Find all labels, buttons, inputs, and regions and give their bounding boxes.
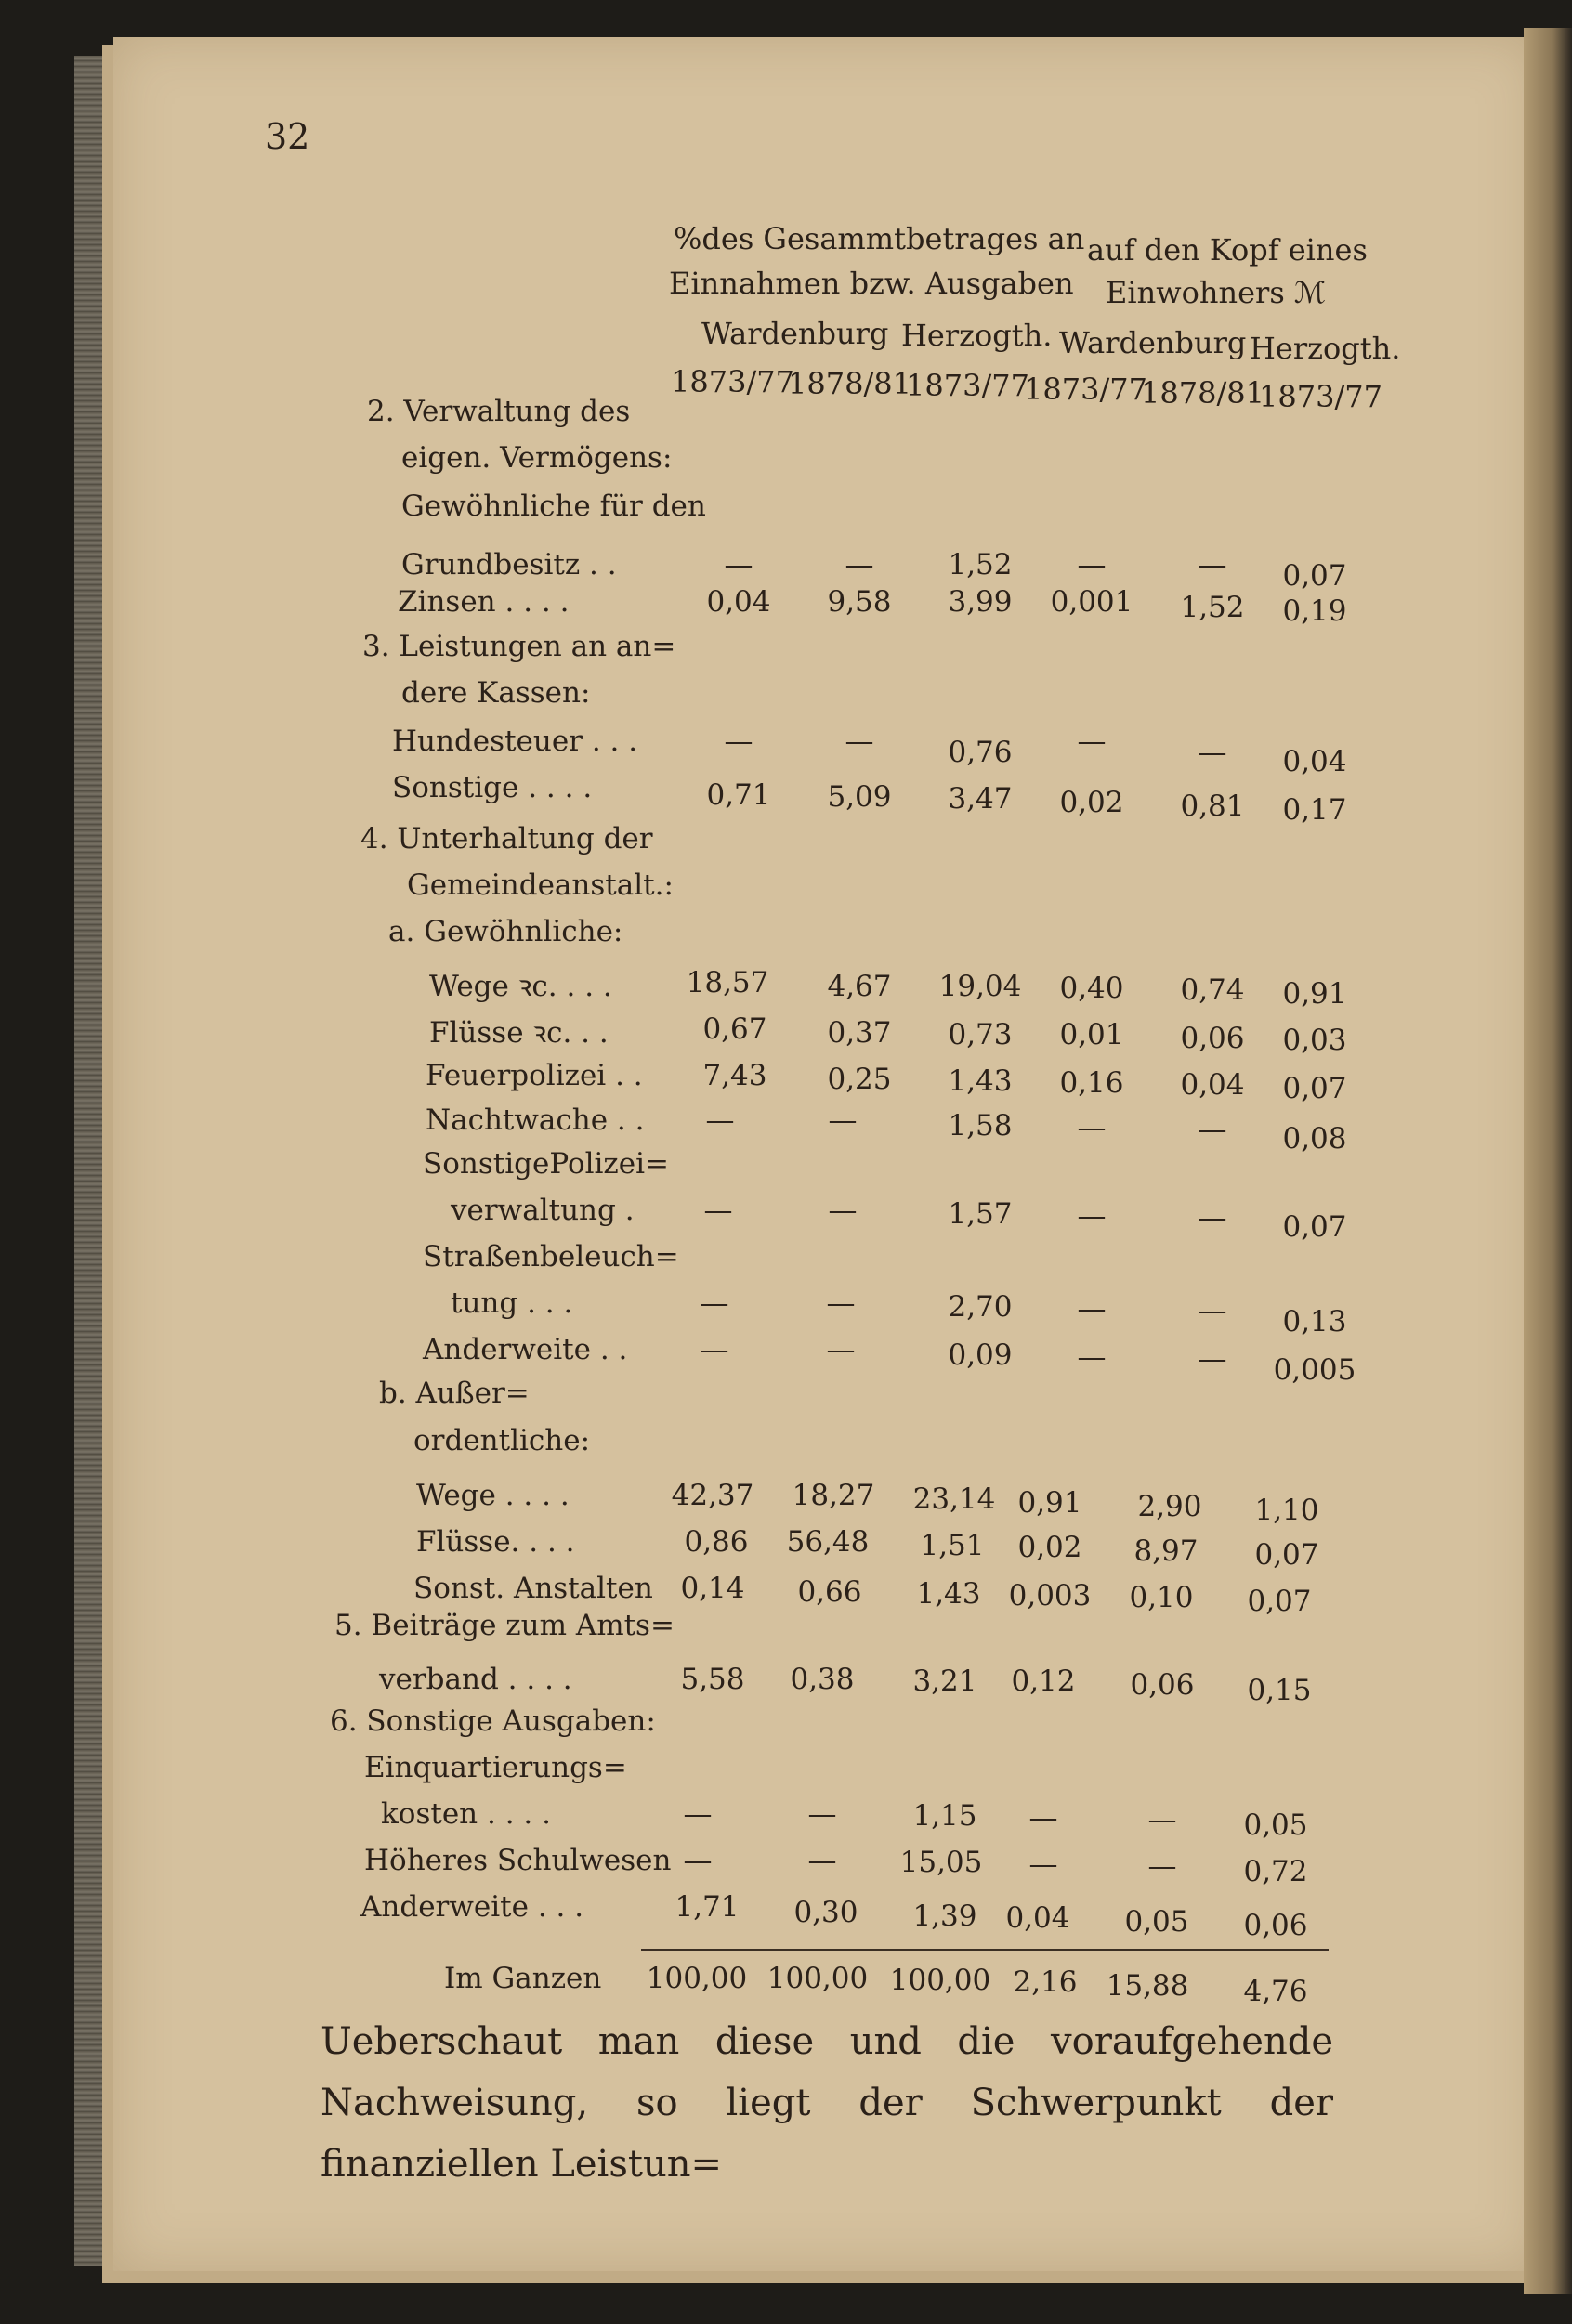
header-wardenburg-1: Wardenburg — [701, 316, 889, 351]
cell-value: 0,02 — [1017, 1531, 1082, 1564]
cell-value: 0,91 — [1282, 977, 1347, 1011]
cell-value: 0,38 — [790, 1663, 855, 1696]
cell-value: 1,43 — [916, 1577, 981, 1611]
cell-value: 0,04 — [706, 585, 771, 619]
section-label: 5. Beiträge zum Amts= — [334, 1609, 675, 1642]
cell-value: 4,67 — [827, 970, 892, 1003]
cell-value: — — [1198, 1113, 1227, 1146]
cell-value: 56,48 — [786, 1525, 870, 1559]
cell-value: 0,06 — [1243, 1909, 1308, 1942]
cell-value: — — [807, 1797, 837, 1831]
cell-value: 18,27 — [792, 1479, 875, 1512]
cell-value: 7,43 — [702, 1059, 767, 1092]
cell-value: 0,01 — [1059, 1018, 1124, 1051]
cell-value: 1,52 — [1180, 591, 1245, 624]
cell-value: 0,08 — [1282, 1122, 1347, 1155]
cell-value: — — [826, 1286, 856, 1320]
cell-value: 0,02 — [1059, 786, 1124, 819]
cell-value: 1,51 — [920, 1529, 985, 1562]
cell-value: — — [1077, 1292, 1107, 1325]
table-row — [0, 771, 1572, 827]
cell-value: 0,14 — [680, 1572, 745, 1605]
header-year: 1873/77 — [671, 364, 794, 399]
header-percent-line1: %des Gesammtbetrages an — [674, 221, 1085, 256]
cell-value: 2,16 — [1013, 1965, 1078, 1999]
cell-value: 0,04 — [1282, 745, 1347, 778]
header-year: 1873/77 — [906, 368, 1029, 403]
header-percent-line2: Einnahmen bzw. Ausgaben — [669, 266, 1074, 301]
section-label: a. Gewöhnliche: — [388, 915, 623, 948]
cell-value: 0,81 — [1180, 790, 1245, 823]
table-row — [0, 1572, 1572, 1618]
cell-value: 1,10 — [1254, 1494, 1319, 1527]
cell-value: 1,58 — [948, 1109, 1013, 1142]
table-row — [0, 1333, 1572, 1387]
cell-value: — — [1198, 1294, 1227, 1327]
cell-value: — — [703, 1194, 733, 1227]
cell-value: — — [1028, 1801, 1058, 1834]
cell-value: 5,09 — [827, 780, 892, 814]
section-label: 4. Unterhaltung der — [360, 822, 653, 855]
cell-value: 0,05 — [1124, 1905, 1189, 1939]
cell-value: — — [1077, 725, 1107, 758]
cell-value: 3,47 — [948, 782, 1013, 816]
cell-value: 0,07 — [1282, 559, 1347, 593]
header-herzogth-2: Herzogth. — [1250, 331, 1401, 366]
cell-value: 0,76 — [948, 736, 1013, 769]
cell-value: 0,10 — [1129, 1581, 1194, 1614]
cell-value: — — [1028, 1847, 1058, 1881]
row-label: kosten . . . . — [381, 1797, 551, 1831]
cell-value: — — [1147, 1803, 1177, 1836]
table-row — [0, 1286, 1572, 1338]
table-row — [0, 1663, 1572, 1707]
cell-value: 0,25 — [827, 1063, 892, 1096]
cell-value: 0,003 — [1008, 1579, 1092, 1612]
cell-value: — — [1198, 1342, 1227, 1376]
header-wardenburg-2: Wardenburg — [1059, 325, 1247, 360]
cell-value: — — [1198, 736, 1227, 769]
cell-value: 23,14 — [912, 1482, 996, 1516]
section-label: ordentliche: — [413, 1424, 591, 1457]
row-label: Zinsen . . . . — [398, 585, 570, 619]
cell-value: 0,16 — [1059, 1066, 1124, 1100]
row-label: Nachtwache . . — [426, 1103, 645, 1137]
cell-value: 0,66 — [797, 1575, 862, 1609]
header-perhead-line1: auf den Kopf eines — [1087, 232, 1368, 268]
cell-value: 2,70 — [948, 1290, 1013, 1324]
cell-value: — — [683, 1797, 713, 1831]
table-row — [0, 1525, 1572, 1572]
header-perhead-line2: Einwohners ℳ — [1106, 275, 1327, 310]
cell-value: — — [845, 548, 874, 581]
cell-value: 0,13 — [1282, 1305, 1347, 1338]
row-label: Wege . . . . — [416, 1479, 570, 1512]
table-row — [0, 585, 1572, 626]
cell-value: 0,06 — [1180, 1022, 1245, 1055]
table-row — [0, 1797, 1572, 1842]
header-herzogth-1: Herzogth. — [901, 318, 1053, 353]
table-row — [0, 548, 1572, 593]
cell-value: 0,73 — [948, 1018, 1013, 1051]
cell-value: 18,57 — [686, 966, 769, 999]
cell-value: 1,52 — [948, 548, 1013, 581]
table-row — [0, 966, 1572, 1011]
cell-value: 0,07 — [1254, 1538, 1319, 1572]
row-label-total: Im Ganzen — [444, 1962, 602, 1995]
cell-value: 2,90 — [1137, 1490, 1202, 1523]
cell-value: — — [828, 1103, 858, 1137]
cell-value: 15,88 — [1106, 1969, 1189, 2003]
cell-value: 0,05 — [1243, 1808, 1308, 1842]
header-year: 1878/81 — [788, 366, 911, 401]
row-label: tung . . . — [451, 1286, 573, 1320]
cell-value: 100,00 — [646, 1962, 748, 1995]
cell-value: 0,91 — [1017, 1486, 1082, 1520]
cell-value: — — [1147, 1849, 1177, 1883]
cell-value: — — [1198, 1201, 1227, 1234]
cell-value: 0,40 — [1059, 972, 1124, 1005]
section-label: Straßenbeleuch= — [423, 1240, 679, 1273]
cell-value: — — [1077, 1340, 1107, 1374]
cell-value: — — [700, 1286, 729, 1320]
body-paragraph: Ueberschaut man diese und die voraufgehende Nachweisung, so liegt der Schwerpunkt der finanziellen Leistun= — [321, 2020, 1333, 2186]
cell-value: 100,00 — [766, 1962, 869, 1995]
cell-value: 1,15 — [912, 1799, 977, 1833]
cell-value: 0,001 — [1050, 585, 1133, 619]
table-row — [0, 1890, 1572, 1942]
cell-value: — — [828, 1194, 858, 1227]
cell-value: 0,71 — [706, 778, 771, 812]
cell-value: — — [845, 725, 874, 758]
cell-value: — — [700, 1333, 729, 1366]
cell-value: — — [1077, 1111, 1107, 1144]
row-label: verband . . . . — [379, 1663, 572, 1696]
table-row — [0, 1012, 1572, 1057]
cell-value: 0,06 — [1130, 1668, 1195, 1702]
cell-value: 0,04 — [1180, 1068, 1245, 1102]
cell-value: 8,97 — [1133, 1534, 1199, 1568]
row-label: Wege ꝛc. . . . — [429, 970, 612, 1003]
row-label: verwaltung . — [451, 1194, 635, 1227]
cell-value: 15,05 — [899, 1846, 983, 1879]
cell-value: 0,19 — [1282, 594, 1347, 628]
cell-value: 1,71 — [675, 1890, 740, 1924]
section-label: Einquartierungs= — [364, 1751, 627, 1784]
cell-value: 100,00 — [889, 1964, 991, 1997]
row-label: Feuerpolizei . . — [426, 1059, 643, 1092]
cell-value: 0,15 — [1247, 1674, 1312, 1707]
cell-value: 4,76 — [1243, 1975, 1308, 2008]
table-row — [0, 725, 1572, 778]
row-label: Hundesteuer . . . — [392, 725, 638, 758]
cell-value: 0,07 — [1247, 1585, 1312, 1618]
section-label: eigen. Vermögens: — [401, 441, 673, 475]
cell-value: 19,04 — [938, 970, 1022, 1003]
cell-value: — — [826, 1333, 856, 1366]
cell-value: 1,43 — [948, 1064, 1013, 1098]
cell-value: 0,005 — [1273, 1353, 1356, 1387]
sum-rule — [641, 1949, 1329, 1951]
cell-value: 0,67 — [702, 1012, 767, 1046]
row-label: Grundbesitz . . — [401, 548, 617, 581]
cell-value: 3,21 — [912, 1665, 977, 1698]
section-label: 6. Sonstige Ausgaben: — [330, 1704, 656, 1738]
cell-value: 0,72 — [1243, 1855, 1308, 1888]
section-label: Gemeindeanstalt.: — [407, 868, 674, 902]
row-label: Flüsse. . . . — [416, 1525, 575, 1559]
row-label: Anderweite . . — [423, 1333, 628, 1366]
table-row — [0, 1194, 1572, 1244]
section-label: Gewöhnliche für den — [401, 490, 706, 523]
cell-value: 0,37 — [827, 1016, 892, 1050]
cell-value: — — [807, 1844, 837, 1877]
cell-value: 42,37 — [671, 1479, 754, 1512]
row-label: Sonstige . . . . — [392, 771, 593, 804]
cell-value: 0,30 — [793, 1896, 858, 1929]
table-row — [0, 1103, 1572, 1155]
table-row — [0, 1844, 1572, 1888]
cell-value: — — [724, 725, 753, 758]
row-label: Anderweite . . . — [360, 1890, 584, 1924]
cell-value: 0,07 — [1282, 1210, 1347, 1244]
cell-value: — — [1198, 548, 1227, 581]
cell-value: — — [1077, 548, 1107, 581]
row-label: Sonst. Anstalten — [413, 1572, 653, 1605]
table-row — [0, 1479, 1572, 1527]
table-row — [0, 1059, 1572, 1105]
cell-value: 0,09 — [948, 1338, 1013, 1372]
cell-value: 0,74 — [1180, 973, 1245, 1007]
row-label: Flüsse ꝛc. . . — [429, 1016, 609, 1050]
cell-value: 0,03 — [1282, 1024, 1347, 1057]
page-number: 32 — [265, 116, 310, 157]
cell-value: 0,17 — [1282, 793, 1347, 827]
cell-value: 1,57 — [948, 1197, 1013, 1231]
section-label: 2. Verwaltung des — [367, 395, 631, 428]
cell-value: 3,99 — [948, 585, 1013, 619]
cell-value: — — [705, 1103, 735, 1137]
section-label: dere Kassen: — [401, 676, 591, 710]
book-spine-right — [1524, 28, 1572, 2294]
section-label: b. Außer= — [379, 1377, 530, 1410]
cell-value: — — [1077, 1199, 1107, 1233]
cell-value: 5,58 — [680, 1663, 745, 1696]
cell-value: — — [724, 548, 753, 581]
section-label: SonstigePolizei= — [423, 1147, 669, 1181]
cell-value: 0,04 — [1005, 1901, 1070, 1935]
cell-value: 0,07 — [1282, 1072, 1347, 1105]
cell-value: — — [683, 1844, 713, 1877]
cell-value: 0,86 — [684, 1525, 749, 1559]
cell-value: 1,39 — [912, 1900, 977, 1933]
header-year: 1878/81 — [1141, 375, 1264, 411]
table-row-total — [0, 1962, 1572, 2008]
row-label: Höheres Schulwesen — [364, 1844, 672, 1877]
cell-value: 9,58 — [827, 585, 892, 619]
section-label: 3. Leistungen an an= — [362, 630, 676, 663]
header-year: 1873/77 — [1024, 372, 1147, 407]
header-year: 1873/77 — [1259, 379, 1382, 414]
cell-value: 0,12 — [1011, 1665, 1076, 1698]
